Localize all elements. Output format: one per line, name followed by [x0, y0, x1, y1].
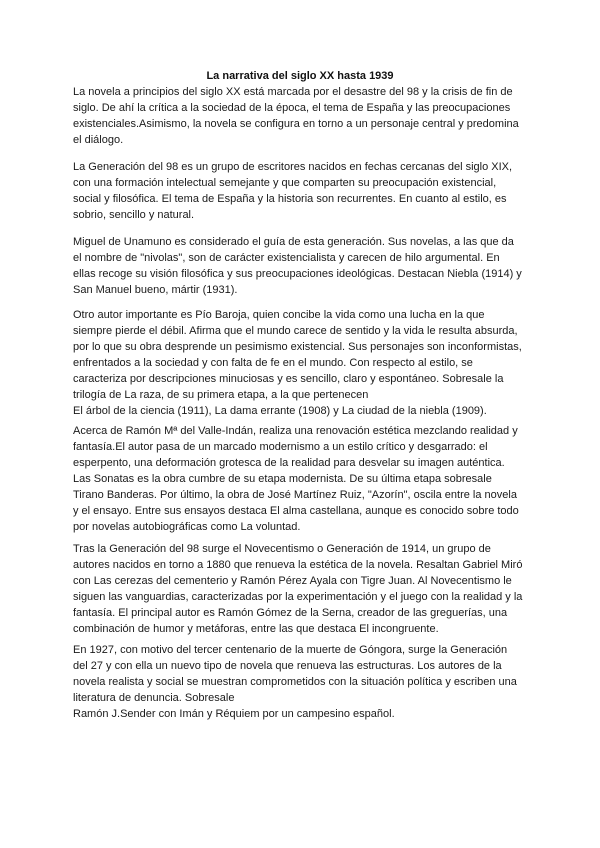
- text-line: caracteriza por descripciones minuciosas y es sencillo, claro y espontáneo. Sobresale la: [73, 373, 504, 385]
- paragraph-valle-inclan: [73, 423, 535, 535]
- text-line: Otro autor importante es Pío Baroja, quien concibe la vida como una lucha en la que: [73, 309, 485, 321]
- paragraph-generacion-27: [73, 642, 535, 722]
- text-line: La novela a principios del siglo XX está marcada por el desastre del 98 y la crisis de fin de: [73, 86, 513, 98]
- paragraph-unamuno: [73, 234, 535, 298]
- text-line: Tras la Generación del 98 surge el Novecentismo o Generación de 1914, un grupo de: [73, 543, 491, 555]
- text-line: social y filosófica. El tema de España y la historia son recurrentes. En cuanto al estilo, es: [73, 193, 507, 205]
- text-line: El árbol de la ciencia (1911), La dama errante (1908) y La ciudad de la niebla (1909).: [73, 405, 487, 417]
- text-line: el diálogo.: [73, 134, 124, 146]
- text-line: existenciales.Asimismo, la novela se configura en torno a un personaje central y predomina: [73, 118, 519, 130]
- text-line: fantasía. El principal autor es Ramón Gómez de la Serna, creador de las greguerías, una: [73, 607, 508, 619]
- text-line: esperpento, una deformación grotesca de la realidad para desvelar su imagen auténtica.: [73, 457, 505, 469]
- text-line: por lo que su obra desprende un pesimismo existencial. Sus personajes son inconformistas,: [73, 341, 522, 353]
- text-line: siguen las vanguardias, caracterizadas por la experimentación y el juego con la realidad y la: [73, 591, 523, 603]
- text-line: Ramón J.Sender con Imán y Réquiem por un campesino español.: [73, 708, 395, 720]
- text-line: Acerca de Ramón Mª del Valle-Indán, realiza una renovación estética mezclando realidad y: [73, 425, 518, 437]
- text-line: La Generación del 98 es un grupo de escritores nacidos en fechas cercanas del siglo XIX,: [73, 161, 513, 173]
- text-line: por novelas autobiográficas como La voluntad.: [73, 521, 301, 533]
- text-line: ellas recoge su visión filosófica y sus preocupaciones ideológicas. Destacan Niebla (1914) y: [73, 268, 522, 280]
- text-line: con Las cerezas del cementerio y Ramón Pérez Ayala con Tigre Juan. Al Novecentismo le: [73, 575, 512, 587]
- text-line: sobrio, sencillo y natural.: [73, 209, 195, 221]
- text-line: con una formación intelectual semejante y que comparten su preocupación existencial,: [73, 177, 497, 189]
- document-title: La narrativa del siglo XX hasta 1939: [206, 70, 394, 82]
- text-line: literatura de denuncia. Sobresale: [73, 692, 235, 704]
- paragraph-baroja: [73, 307, 535, 419]
- text-line: del 27 y con ella un nuevo tipo de novela que renueva las estructuras. Los autores de la: [73, 660, 502, 672]
- text-line: novela realista y social se muestran comprometidos con la situación política y escriben una: [73, 676, 517, 688]
- text-line: Las Sonatas es la obra cumbre de su etapa modernista. De su última etapa sobresale: [73, 473, 492, 485]
- text-line: San Manuel bueno, mártir (1931).: [73, 284, 238, 296]
- text-line: y el ensayo. Entre sus ensayos destaca El alma castellana, aunque es conocido sobre todo: [73, 505, 519, 517]
- text-line: trilogía de La raza, de su primera etapa, a la que pertenecen: [73, 389, 369, 401]
- text-line: siempre pierde el débil. Afirma que el mundo carece de sentido y la vida le resulta absurda,: [73, 325, 518, 337]
- text-line: En 1927, con motivo del tercer centenario de la muerte de Góngora, surge la Generación: [73, 644, 508, 656]
- text-line: autores nacidos en torno a 1880 que renueva la estética de la novela. Resaltan Gabriel Miró: [73, 559, 523, 571]
- text-line: combinación de humor y metáforas, entre las que destaca El incongruente.: [73, 623, 439, 635]
- text-line: fantasía.El autor pasa de un marcado modernismo a un estilo crítico y desgarrado: el: [73, 441, 488, 453]
- paragraph-intro: [73, 84, 535, 148]
- text-line: el nombre de "nivolas", son de carácter existencialista y carecen de hilo argumental. En: [73, 252, 500, 264]
- text-line: enfrentados a la sociedad y con falta de fe en el mundo. Con respecto al estilo, se: [73, 357, 473, 369]
- text-line: Miguel de Unamuno es considerado el guía de esta generación. Sus novelas, a las que da: [73, 236, 514, 248]
- text-line: Tirano Banderas. Por último, la obra de José Martínez Ruiz, "Azorín", oscila entre la novela: [73, 489, 517, 501]
- paragraph-generacion-98: [73, 159, 535, 223]
- paragraph-novecentismo: [73, 541, 535, 637]
- text-line: siglo. De ahí la crítica a la sociedad de la época, el tema de España y las preocupaciones: [73, 102, 511, 114]
